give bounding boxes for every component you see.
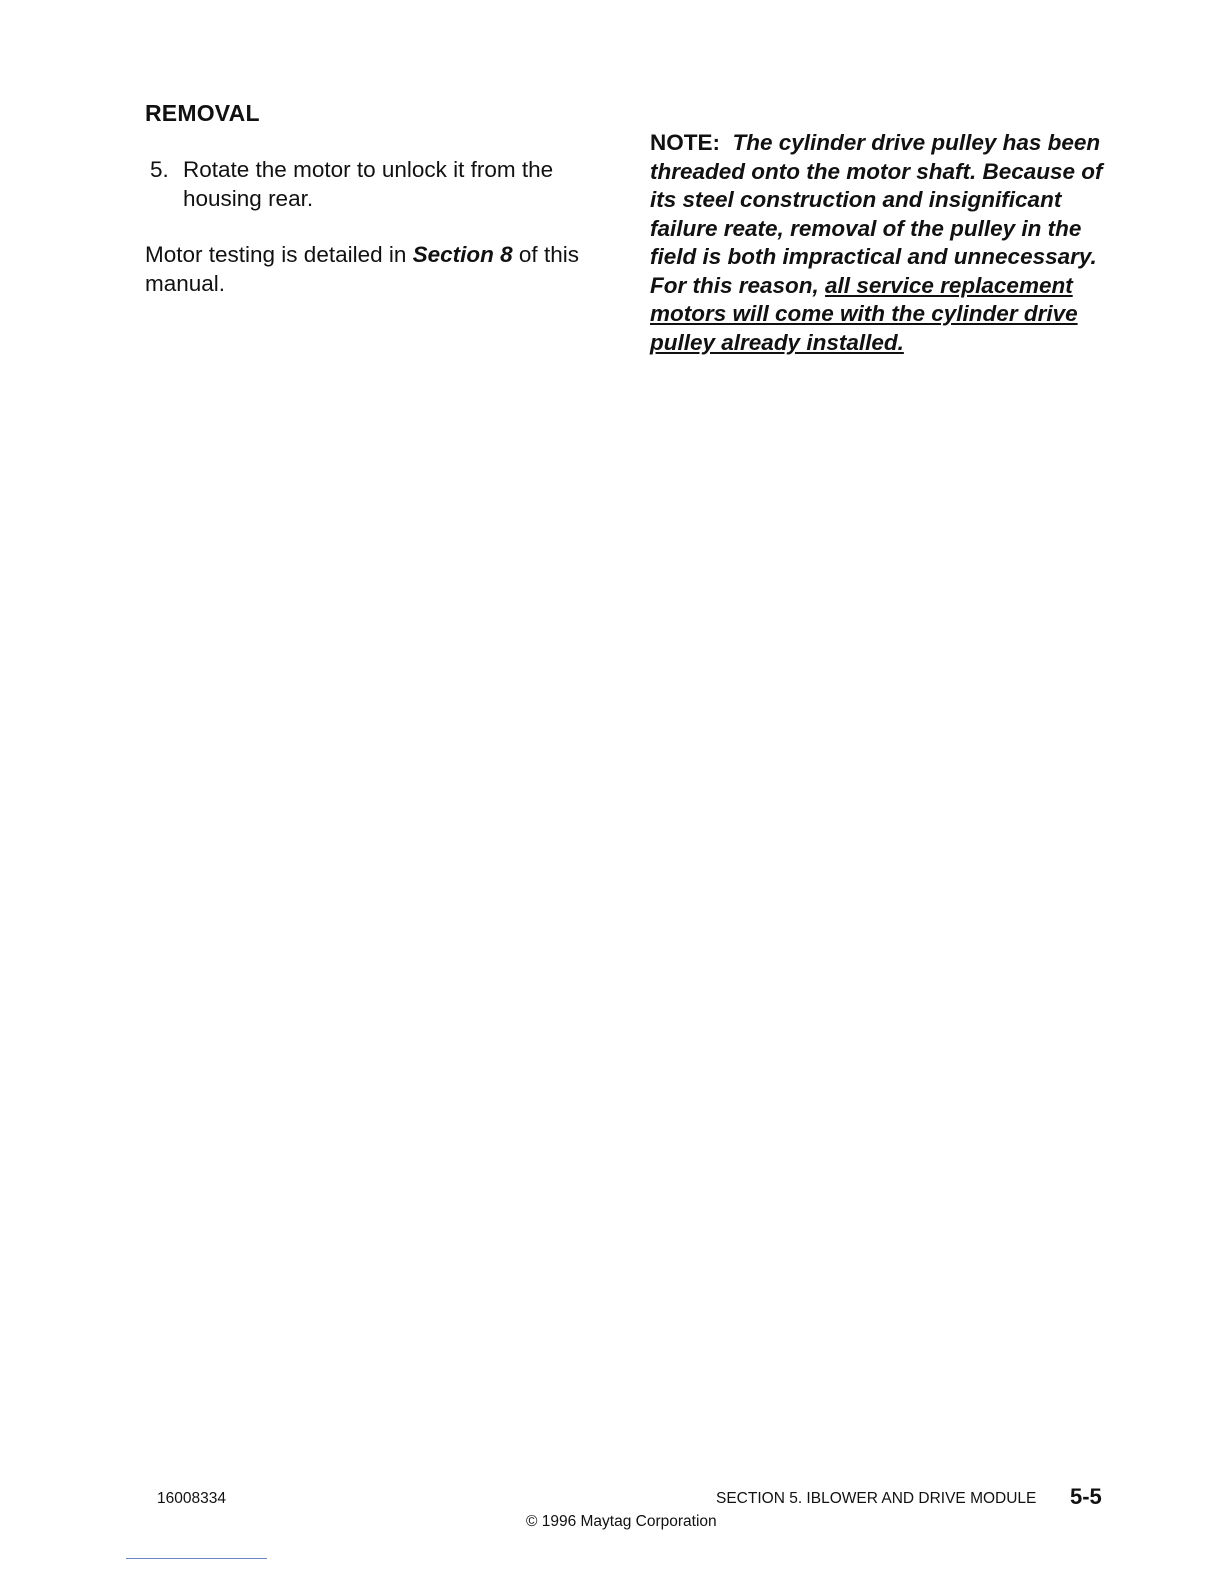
step-text: Rotate the motor to unlock it from the housing rear.: [183, 157, 554, 211]
copyright-notice: © 1996 Maytag Corporation: [526, 1513, 717, 1530]
bottom-rule-divider: [126, 1558, 267, 1559]
paragraph-text-after: of this manual.: [145, 242, 579, 296]
note-body: The cylinder drive pulley has been threaded onto the motor shaft. Because of its steel construction and insignificant failure reate, removal of the pulley in the field is both impractical and unnecessary. For this reason,: [650, 130, 1103, 298]
document-number: 16008334: [157, 1490, 226, 1507]
step-item: [145, 155, 595, 213]
section-heading: REMOVAL: [145, 100, 260, 126]
note-label: NOTE:: [650, 130, 720, 155]
motor-testing-paragraph: [145, 240, 595, 298]
paragraph-text-before: Motor testing is detailed in: [145, 242, 413, 267]
note-block: [650, 129, 1120, 357]
section-reference: Section 8: [412, 242, 513, 267]
page-number: 5-5: [1070, 1484, 1102, 1509]
footer-section-title: SECTION 5. IBLOWER AND DRIVE MODULE: [716, 1490, 1037, 1507]
left-column: [145, 155, 595, 298]
step-number: 5.: [150, 157, 169, 182]
note-underlined-text: all service replacement motors will come with the cylinder drive pulley already installed.: [650, 272, 1078, 355]
